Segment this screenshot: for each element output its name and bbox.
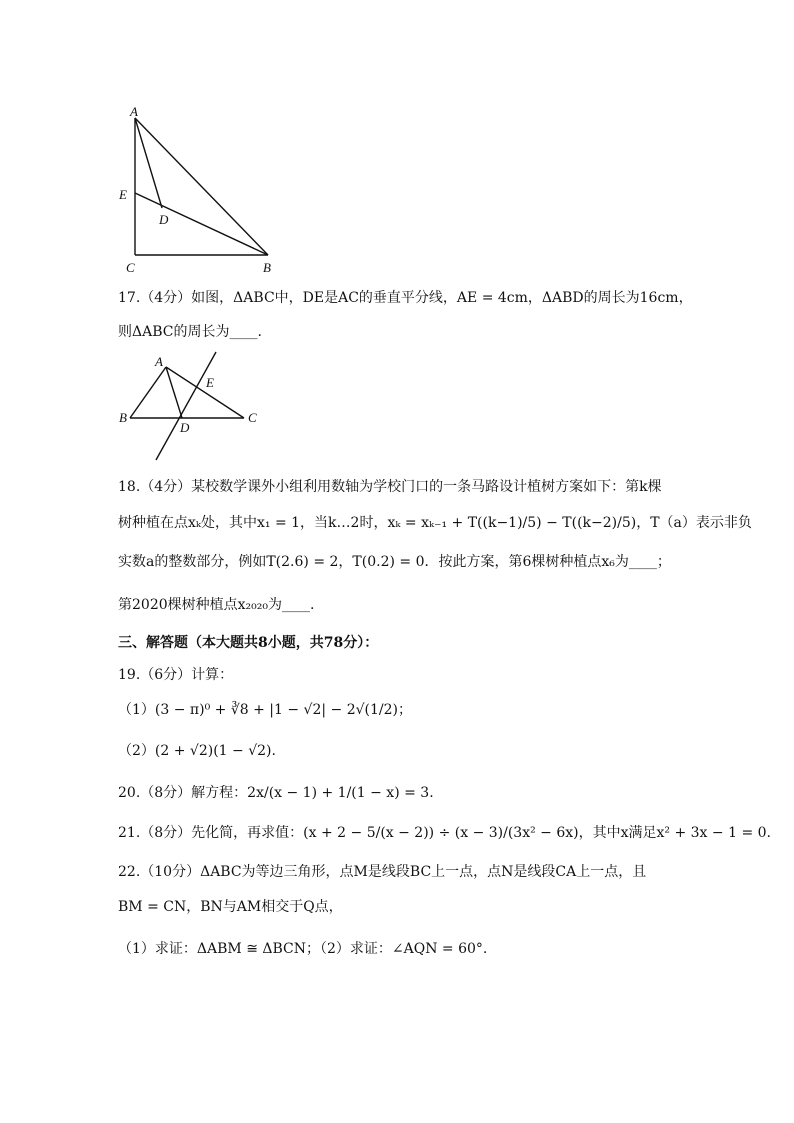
label-c: C bbox=[126, 260, 135, 275]
q17-line2: 则ΔABC的周长为____. bbox=[118, 324, 262, 340]
label-a: A bbox=[130, 104, 138, 119]
label-c: C bbox=[248, 410, 257, 425]
figure-triangle-abc bbox=[114, 350, 274, 465]
q18-line1: 18.（4分）某校数学课外小组利用数轴为学校门口的一条马路设计植树方案如下：第k棵 bbox=[118, 479, 662, 495]
q18-line4: 第2020棵树种植点x₂₀₂₀为____. bbox=[118, 597, 315, 613]
label-e: E bbox=[119, 187, 127, 202]
q19-part1: （1）(3 − π)⁰ + ∛8 + |1 − √2| − 2√(1/2)； bbox=[118, 702, 412, 718]
q22-line2: BM = CN，BN与AM相交于Q点， bbox=[118, 899, 343, 915]
q18-line2: 树种植在点xₖ处，其中x₁ = 1，当k…2时，xₖ = xₖ₋₁ + T((k−1)/5) − T((k−2)/5)，T（a）表示非负 bbox=[118, 515, 752, 531]
label-d: D bbox=[180, 420, 190, 435]
q19-line1: 19.（6分）计算： bbox=[118, 667, 234, 683]
q17-line1: 17.（4分）如图，ΔABC中，DE是AC的垂直平分线，AE = 4cm，ΔABD的周长为16cm， bbox=[118, 290, 693, 306]
label-e: E bbox=[206, 375, 214, 390]
label-b: B bbox=[119, 410, 127, 425]
section3-heading: 三、解答题（本大题共8小题，共78分）： bbox=[118, 635, 379, 651]
label-d: D bbox=[159, 212, 169, 227]
q20-line1: 20.（8分）解方程：2x/(x − 1) + 1/(1 − x) = 3. bbox=[118, 785, 434, 801]
label-a: A bbox=[155, 354, 163, 369]
q21-line1: 21.（8分）先化简，再求值：(x + 2 − 5/(x − 2)) ÷ (x − 3)/(3x² − 6x)，其中x满足x² + 3x − 1 = 0. bbox=[118, 825, 771, 841]
label-b: B bbox=[263, 260, 271, 275]
figure-triangle-acb bbox=[110, 100, 290, 280]
q19-part2: （2）(2 + √2)(1 − √2). bbox=[118, 743, 276, 759]
q18-line3: 实数a的整数部分，例如T(2.6) = 2，T(0.2) = 0．按此方案，第6棵树种植点x₆为____； bbox=[118, 554, 671, 570]
q22-line3: （1）求证：ΔABM ≅ ΔBCN；（2）求证：∠AQN = 60°. bbox=[118, 941, 488, 957]
q22-line1: 22.（10分）ΔABC为等边三角形，点M是线段BC上一点，点N是线段CA上一点，且 bbox=[118, 864, 647, 880]
